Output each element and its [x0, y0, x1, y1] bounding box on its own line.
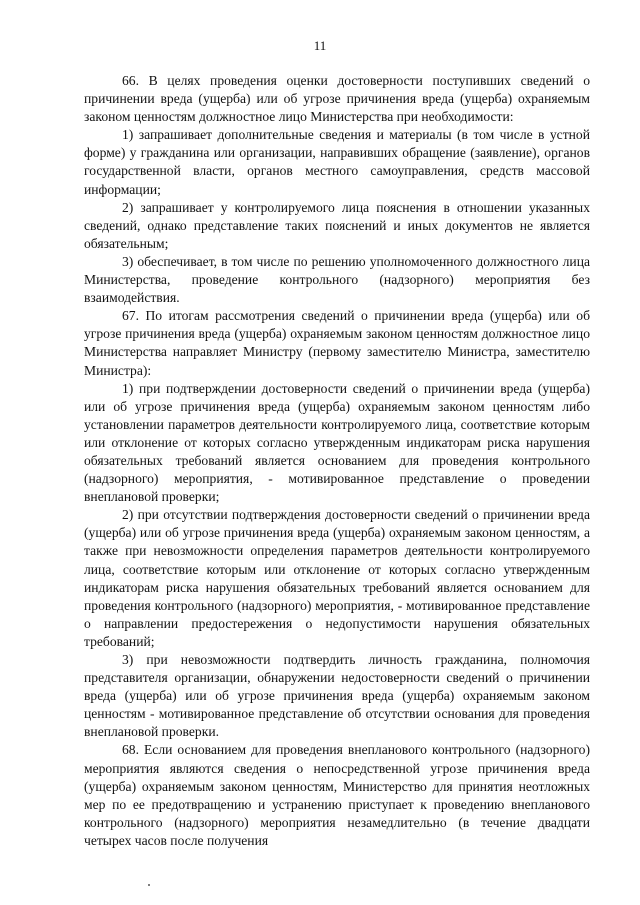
paragraph-67-item-2: 2) при отсутствии подтверждения достоверности сведений о причинении вреда (ущерба) или об угрозе причинения вреда (ущерба) охраняемым законом ценностям, а также при невозможности определения параметров деятельности контролируемого лица, соответствие которым или отклонение от которых согласно утвержденным индикаторам риска нарушения обязательных требований является основанием для проведения контрольного (надзорного) мероприятия, - мотивированное представление о направлении предостережения о недопустимости нарушения обязательных требований;	[84, 507, 590, 649]
paragraph-67-item-1: 1) при подтверждении достоверности сведений о причинении вреда (ущерба) или об угрозе причинения вреда (ущерба) охраняемым законом ценностям либо установлении параметров деятельности контролируемого лица, соответствие которым или отклонение от которых согласно утвержденным индикаторам риска нарушения обязательных требований является основанием для проведения контрольного (надзорного) мероприятия, - мотивированное представление о проведении внеплановой проверки;	[84, 380, 590, 505]
paragraph-66: 66. В целях проведения оценки достоверности поступивших сведений о причинении вреда (ущерба) или об угрозе причинения вреда (ущерба) охраняемым законом ценностям должностное лицо Министерства при необходимости:	[84, 73, 590, 125]
paragraph-66-item-3: 3) обеспечивает, в том числе по решению уполномоченного должностного лица Министерства, проведение контрольного (надзорного) мероприятия без взаимодействия.	[84, 253, 590, 306]
paragraph-68: 68. Если основанием для проведения внепланового контрольного (надзорного) мероприятия являются сведения о непосредственной угрозе причинения вреда (ущерба) охраняемым законом ценностям, Министерство для принятия неотложных мер по ее предотвращению и устранению приступает к проведению внепланового контрольного (надзорного) мероприятия незамедлительно (в течение двадцати четырех часов после получения	[84, 742, 590, 848]
page-number: 11	[313, 38, 327, 53]
paragraph-66-item-1: 1) запрашивает дополнительные сведения и материалы (в том числе в устной форме) у гражданина или организации, направивших обращение (заявление), органов государственной власти, органов местного самоуправления, средств массовой информации;	[84, 127, 590, 197]
document-body	[84, 72, 590, 850]
paragraph-66-item-2: 2) запрашивает у контролируемого лица пояснения в отношении указанных сведений, однако представление таких пояснений и иных документов не является обязательным;	[84, 199, 590, 251]
scan-artifact	[148, 884, 150, 886]
paragraph-67: 67. По итогам рассмотрения сведений о причинении вреда (ущерба) или об угрозе причинения вреда (ущерба) охраняемым законом ценностям должностное лицо Министерства направляет Министру (первому заместителю Министра, заместителю Министра):	[84, 308, 590, 378]
paragraph-67-item-3: 3) при невозможности подтвердить личность гражданина, полномочия представителя организации, обнаружении недостоверности сведений о причинении вреда (ущерба) или об угрозе причинения вреда (ущерба) охраняемым законом ценностям - мотивированное представление об отсутствии основания для проведения внеплановой проверки.	[84, 652, 590, 740]
